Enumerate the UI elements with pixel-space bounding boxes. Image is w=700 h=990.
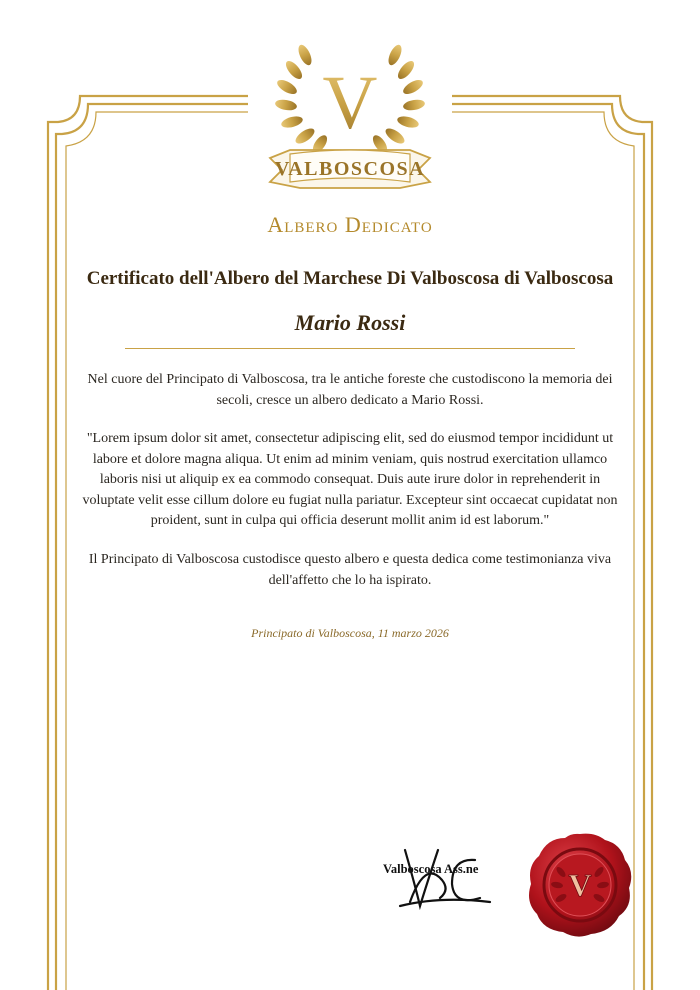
seal-monogram: V xyxy=(568,867,592,903)
place-date: Principato di Valboscosa, 11 marzo 2026 xyxy=(251,626,449,640)
logo-monogram: V xyxy=(322,61,378,145)
signature-label: Valboscosa Ass.ne xyxy=(383,862,479,876)
wax-seal xyxy=(525,830,635,940)
divider-line xyxy=(125,348,575,349)
certificate-subtitle: Albero Dedicato xyxy=(267,212,433,237)
dedication-quote: "Lorem ipsum dolor sit amet, consectetur adipiscing elit, sed do eiusmod tempor incididunt ut labore et dolore magna aliqua. Ut enim ad minim veniam, quis nostrud exercitation ullamco laboris nisi ut aliquip ex ea commodo consequat. Duis aute irure dolor in reprehenderit in voluptate velit esse cillum dolore eu fugiat nulla pariatur. Excepteur sint occaecat cupidatat non proident, sunt in culpa qui officia deserunt mollit anim id est laborum." xyxy=(82,431,618,528)
closing-paragraph: Il Principato di Valboscosa custodisce questo albero e questa dedica come testimonianza viva dell'affetto che lo ha ispirato. xyxy=(88,552,612,588)
recipient-name: Mario Rossi xyxy=(294,310,406,335)
intro-paragraph: Nel cuore del Principato di Valboscosa, tra le antiche foreste che custodiscono la memoria dei secoli, cresce un albero dedicato a Mario Rossi. xyxy=(87,372,613,408)
valboscosa-logo xyxy=(250,30,450,200)
certificate-title: Certificato dell'Albero del Marchese Di Valboscosa di Valboscosa xyxy=(86,268,614,289)
logo-banner-text: VALBOSCOSA xyxy=(274,158,426,180)
